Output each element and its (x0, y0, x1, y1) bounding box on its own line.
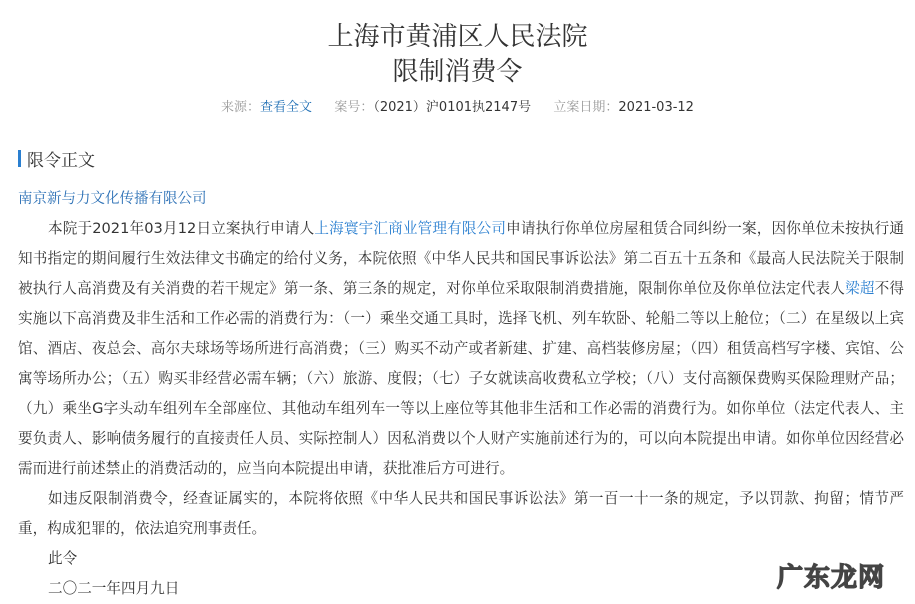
meta-bar (0, 96, 915, 115)
date-label: 立案日期： (553, 100, 619, 115)
text: 不得实施以下高消费及非生活和工作必需的消费行为：（一）乘坐交通工具时，选择飞机、列车软卧、轮船二等以上舱位；（二）在星级以上宾馆、酒店、夜总会、高尔夫球场等场所进行高消费；（三）购买不动产或者新建、扩建、高档装修房屋；（四）租赁高档写字楼、宾馆、公寓等场所办公；（五）购买非经营必需车辆；（六）旅游、度假；（七）子女就读高收费私立学校；（八）支付高额保费购买保险理财产品；（九）乘坐G字头动车组列车全部座位、其他动车组列车一等以上座位等其他非生活和工作必需的消费行为。如你单位（法定代表人、主要负责人、影响债务履行的直接责任人员、实际控制人）因私消费以个人财产实施前述行为的，可以向本院提出申请。如你单位因经营必需而进行前述禁止的消费活动的，应当向本院提出申请，获批准后方可进行。 (18, 280, 904, 477)
paragraph-2: 如违反限制消费令，经查证属实的，本院将依照《中华人民共和国民事诉讼法》第一百一十一条的规定，予以罚款、拘留；情节严重，构成犯罪的，依法追究刑事责任。 (18, 490, 904, 537)
applicant-link[interactable]: 上海寰宇汇商业管理有限公司 (314, 220, 507, 237)
section-title: 限令正文 (27, 151, 95, 171)
text: 本院于2021年03月12日立案执行申请人 (48, 220, 315, 237)
filing-date: 2021-03-12 (618, 100, 694, 115)
recipient-company-link[interactable]: 南京新与力文化传播有限公司 (18, 191, 207, 207)
order-body (18, 214, 904, 604)
order-date: 二〇二一年四月九日 (48, 580, 180, 597)
paragraph-1 (18, 214, 904, 484)
section-bar (18, 150, 21, 167)
watermark-logo: 广东龙网 (776, 563, 885, 593)
paragraph-3: 此令 (48, 550, 78, 567)
text: 申请执行你单位房屋租赁合同纠纷一案，因你单位未按执行通知书指定的期间履行生效法律文书确定的给付义务，本院依照《中华人民共和国民事诉讼法》第二百五十五条和《最高人民法院关于限制被执行人高消费及有关消费的若干规定》第一条、第三条的规定，对你单位采取限制消费措施，限制你单位及你单位法定代表人 (18, 220, 904, 297)
case-no-label: 案号： (334, 100, 374, 115)
document-title: 限制消费令 (392, 57, 523, 87)
section-header (18, 146, 95, 171)
case-no: （2021）沪0101执2147号 (373, 100, 532, 115)
view-full-text-link[interactable]: 查看全文 (260, 100, 313, 115)
legal-rep-link[interactable]: 梁超 (845, 280, 875, 297)
court-name: 上海市黄浦区人民法院 (327, 22, 588, 52)
source-label: 来源： (221, 100, 261, 115)
